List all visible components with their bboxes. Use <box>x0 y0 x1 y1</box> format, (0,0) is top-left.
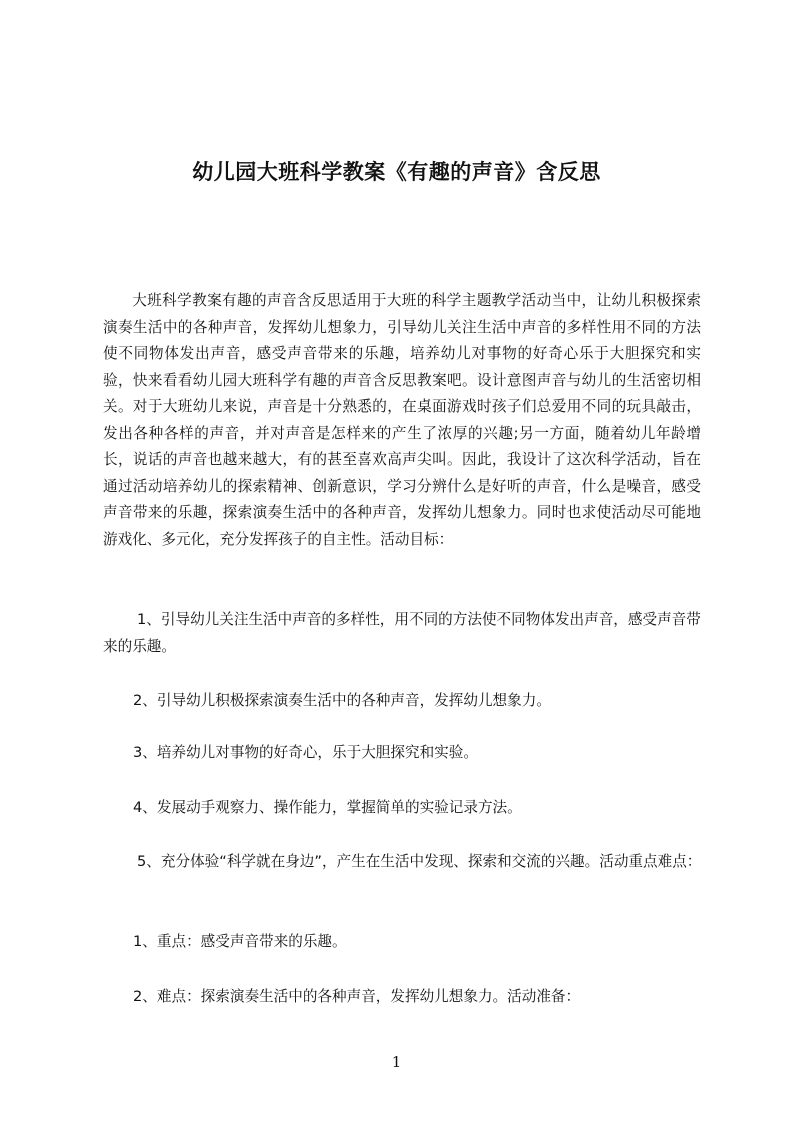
goal-item-3 <box>103 739 711 766</box>
page-number: 1 <box>391 1053 402 1071</box>
document-title: 幼儿园大班科学教案《有趣的声音》含反思 <box>192 160 601 185</box>
paragraph-text: 4、发展动手观察力、操作能力，掌握简单的实验记录方法。 <box>133 799 522 816</box>
key-point-item <box>103 928 711 955</box>
intro-paragraph: 大班科学教案有趣的声音含反思适用于大班的科学主题教学活动当中，让幼儿积极探索演奏生活中的各种声音，发挥幼儿想象力，引导幼儿关注生活中声音的多样性用不同的方法使不同物体发出声音，感受声音带来的乐趣，培养幼儿对事物的好奇心乐于大胆探究和实验，快来看看幼儿园大班科学有趣的声音含反思教案吧。设计意图声音与幼儿的生活密切相关。对于大班幼儿来说，声音是十分熟悉的，在桌面游戏时孩子们总爱用不同的玩具敲击，发出各种各样的声音，并对声音是怎样来的产生了浓厚的兴趣;另一方面，随着幼儿年龄增长，说话的声音也越来越大，有的甚至喜欢高声尖叫。因此，我设计了这次科学活动，旨在通过活动培养幼儿的探索精神、创新意识，学习分辨什么是好听的声音，什么是噪音，感受声音带来的乐趣，探索演奏生活中的各种声音，发挥幼儿想象力。同时也求使活动尽可能地游戏化、多元化，充分发挥孩子的自主性。活动目标： <box>103 292 701 548</box>
difficulty-item <box>103 983 711 1010</box>
goal-item-5 <box>103 848 711 875</box>
paragraph-text: 1、重点：感受声音带来的乐趣。 <box>133 933 347 950</box>
paragraph-text: 3、培养幼儿对事物的好奇心，乐于大胆探究和实验。 <box>133 744 478 761</box>
paragraph-text: 2、难点：探索演奏生活中的各种声音，发挥幼儿想象力。活动准备： <box>133 988 581 1005</box>
paragraph-text: 5、充分体验“科学就在身边”，产生在生活中发现、探索和交流的兴趣。活动重点难点： <box>137 853 702 870</box>
intro-section <box>103 288 701 553</box>
goal-item-1 <box>103 606 711 660</box>
goal-item-4 <box>103 794 711 821</box>
paragraph-text: 1、引导幼儿关注生活中声音的多样性，用不同的方法使不同物体发出声音，感受声音带来的乐趣。 <box>103 611 701 655</box>
goal-item-2 <box>103 687 711 714</box>
paragraph-text: 2、引导幼儿积极探索演奏生活中的各种声音，发挥幼儿想象力。 <box>133 692 551 709</box>
